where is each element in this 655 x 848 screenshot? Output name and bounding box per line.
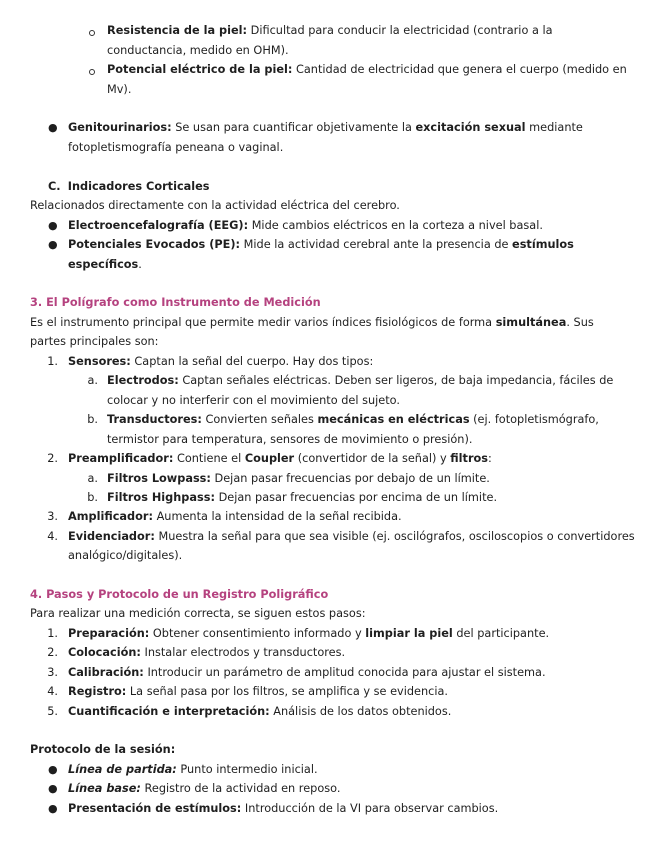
evidenciador-item-cont: analógico/digitales).: [68, 549, 183, 562]
list-letter: a.: [87, 472, 98, 485]
bullet-icon: ●: [48, 763, 58, 776]
lowpass-item: Filtros Lowpass: Dejan pasar frecuencias por debajo de un límite.: [107, 472, 490, 485]
list-number: 1.: [47, 355, 58, 368]
transductores-item: Transductores: Convierten señales mecánicas en eléctricas (ej. fotopletismógrafo,: [107, 413, 599, 426]
pe-item-cont: específicos.: [68, 258, 142, 271]
bullet-icon: ●: [48, 121, 58, 134]
section-3-heading: 3. El Polígrafo como Instrumento de Medición: [30, 296, 321, 309]
protocol-item-estimulos: Presentación de estímulos: Introducción de la VI para observar cambios.: [68, 802, 499, 815]
step-calibracion: Calibración: Introducir un parámetro de amplitud conocida para ajustar el sistema.: [68, 666, 546, 679]
sub-item-potencial: Potencial eléctrico de la piel: Cantidad de electricidad que genera el cuerpo (medido en: [107, 63, 627, 76]
bullet-icon: ●: [48, 782, 58, 795]
list-number: 2.: [47, 646, 58, 659]
bullet-icon: ●: [48, 238, 58, 251]
preamplificador-item: Preamplificador: Contiene el Coupler (convertidor de la señal) y filtros:: [68, 452, 492, 465]
evidenciador-item: Evidenciador: Muestra la señal para que sea visible (ej. oscilógrafos, osciloscopios o convertidores: [68, 530, 635, 543]
hollow-bullet-icon: [89, 69, 95, 75]
list-number: 4.: [47, 685, 58, 698]
list-number: 5.: [47, 705, 58, 718]
protocol-item-partida: Línea de partida: Punto intermedio inicial.: [68, 763, 318, 776]
highpass-item: Filtros Highpass: Dejan pasar frecuencias por encima de un límite.: [107, 491, 498, 504]
section-4-heading: 4. Pasos y Protocolo de un Registro Poligráfico: [30, 588, 329, 601]
hollow-bullet-icon: [89, 30, 95, 36]
genito-item: Genitourinarios: Se usan para cuantificar objetivamente la excitación sexual mediante: [68, 121, 583, 134]
bullet-icon: ●: [48, 802, 58, 815]
transductores-item-cont: termistor para temperatura, sensores de movimiento o presión).: [107, 433, 473, 446]
list-letter: b.: [87, 413, 98, 426]
list-letter: a.: [87, 374, 98, 387]
electrodos-item-cont: colocar y no interferir con el movimiento del sujeto.: [107, 394, 400, 407]
bullet-icon: ●: [48, 219, 58, 232]
step-cuantificacion: Cuantificación e interpretación: Análisis de los datos obtenidos.: [68, 705, 452, 718]
list-number: 1.: [47, 627, 58, 640]
list-letter: b.: [87, 491, 98, 504]
section-c-title: C. Indicadores Corticales: [48, 180, 210, 193]
section-c-intro: Relacionados directamente con la actividad eléctrica del cerebro.: [30, 199, 400, 212]
list-number: 4.: [47, 530, 58, 543]
sub-item-potencial-cont: Mv).: [107, 83, 132, 96]
pe-item: Potenciales Evocados (PE): Mide la actividad cerebral ante la presencia de estímulos: [68, 238, 574, 251]
sensores-item: Sensores: Captan la señal del cuerpo. Hay dos tipos:: [68, 355, 374, 368]
step-colocacion: Colocación: Instalar electrodos y transductores.: [68, 646, 346, 659]
eeg-item: Electroencefalografía (EEG): Mide cambios eléctricos en la corteza a nivel basal.: [68, 219, 543, 232]
protocol-title: Protocolo de la sesión:: [30, 743, 176, 756]
sub-item-resistencia: Resistencia de la piel: Dificultad para conducir la electricidad (contrario a la: [107, 24, 553, 37]
genito-item-cont: fotopletismografía peneana o vaginal.: [68, 141, 284, 154]
sub-item-resistencia-cont: conductancia, medido en OHM).: [107, 44, 289, 57]
step-registro: Registro: La señal pasa por los filtros, se amplifica y se evidencia.: [68, 685, 449, 698]
electrodos-item: Electrodos: Captan señales eléctricas. Deben ser ligeros, de baja impedancia, fáciles de: [107, 374, 614, 387]
step-preparacion: Preparación: Obtener consentimiento informado y limpiar la piel del participante.: [68, 627, 550, 640]
list-number: 2.: [47, 452, 58, 465]
amplificador-item: Amplificador: Aumenta la intensidad de la señal recibida.: [68, 510, 402, 523]
protocol-item-base: Línea base: Registro de la actividad en reposo.: [68, 782, 341, 795]
section-3-intro-cont: partes principales son:: [30, 335, 159, 348]
list-number: 3.: [47, 510, 58, 523]
section-3-intro: Es el instrumento principal que permite medir varios índices fisiológicos de forma simultánea. Sus: [30, 316, 594, 329]
list-number: 3.: [47, 666, 58, 679]
section-4-intro: Para realizar una medición correcta, se siguen estos pasos:: [30, 607, 366, 620]
